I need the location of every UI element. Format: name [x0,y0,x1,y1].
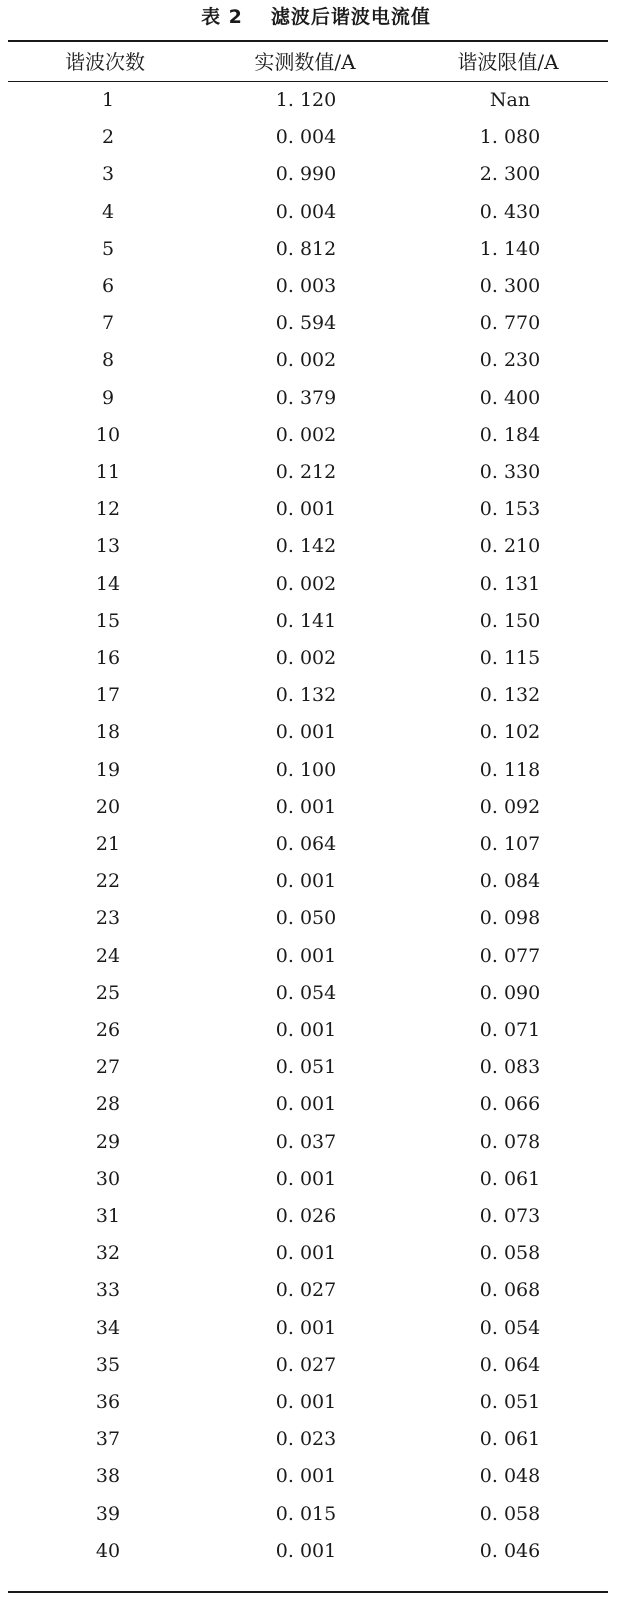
cell-measured-value: 0. 001 [275,498,337,521]
table-row [8,1235,608,1272]
cell-harmonic-limit: 0. 430 [479,200,541,223]
table-row [8,1347,608,1384]
table-row [8,82,608,119]
table-row [8,342,608,379]
cell-harmonic-order: 11 [95,461,121,483]
table-row [8,194,608,231]
cell-measured-value: 0. 001 [275,1316,337,1339]
cell-harmonic-order: 33 [95,1279,121,1302]
cell-measured-value: 0. 015 [275,1502,337,1525]
cell-measured-value: 0. 001 [275,944,337,967]
cell-harmonic-limit: 0. 115 [479,647,541,669]
cell-measured-value: 0. 002 [275,572,337,595]
table-row [8,1049,608,1086]
cell-harmonic-order: 32 [95,1242,121,1265]
cell-harmonic-limit: 0. 210 [479,535,541,558]
cell-harmonic-limit: 0. 770 [479,312,541,335]
cell-measured-value: 0. 050 [275,907,337,930]
table-body [8,82,608,1591]
table-top-rule [8,40,608,42]
cell-harmonic-limit: 0. 078 [479,1130,541,1153]
cell-measured-value: 0. 812 [275,237,337,260]
cell-measured-value: 0. 142 [275,535,337,558]
cell-harmonic-order: 24 [95,944,121,967]
cell-harmonic-order: 21 [95,833,121,855]
cell-harmonic-order: 9 [101,386,115,409]
cell-measured-value: 0. 064 [275,833,337,855]
table-row [8,826,608,863]
cell-harmonic-limit: 0. 132 [479,684,541,707]
cell-harmonic-limit: 0. 300 [479,275,541,297]
cell-harmonic-order: 3 [101,163,115,186]
cell-harmonic-order: 2 [101,126,115,149]
cell-harmonic-limit: 0. 068 [479,1279,541,1302]
table-row [8,640,608,677]
table-row [8,156,608,193]
cell-measured-value: 0. 001 [275,1391,337,1413]
cell-harmonic-order: 18 [95,721,121,744]
cell-harmonic-limit: 0. 150 [479,609,541,632]
cell-harmonic-limit: 0. 054 [479,1316,541,1339]
cell-measured-value: 0. 002 [275,423,337,446]
table-row [8,417,608,454]
table-row [8,1012,608,1049]
cell-harmonic-order: 19 [95,758,121,781]
cell-measured-value: 0. 001 [275,870,337,893]
cell-harmonic-limit: 0. 118 [479,758,541,781]
cell-measured-value: 0. 002 [275,647,337,669]
cell-harmonic-order: 1 [101,89,115,111]
cell-measured-value: 1. 120 [275,89,337,111]
table-row [8,231,608,268]
cell-harmonic-limit: 0. 102 [479,721,541,744]
cell-harmonic-order: 28 [95,1093,121,1116]
cell-harmonic-order: 38 [95,1465,121,1488]
cell-measured-value: 0. 004 [275,200,337,223]
cell-measured-value: 0. 212 [275,461,337,483]
cell-harmonic-limit: 0. 058 [479,1242,541,1265]
cell-measured-value: 0. 001 [275,795,337,818]
cell-harmonic-limit: 0. 064 [479,1353,541,1376]
cell-measured-value: 0. 004 [275,126,337,149]
table-row [8,1458,608,1495]
cell-measured-value: 0. 001 [275,1465,337,1488]
table-row [8,1421,608,1458]
table-row [8,1310,608,1347]
cell-harmonic-order: 14 [95,572,121,595]
cell-harmonic-limit: Nan [489,89,531,111]
table-row [8,677,608,714]
cell-harmonic-limit: 0. 090 [479,981,541,1004]
cell-harmonic-order: 37 [95,1428,121,1451]
table-row [8,119,608,156]
cell-harmonic-order: 23 [95,907,121,930]
table-row [8,491,608,528]
cell-harmonic-order: 36 [95,1391,121,1413]
table-row [8,1384,608,1421]
cell-harmonic-limit: 0. 184 [479,423,541,446]
table-row [8,1086,608,1123]
cell-measured-value: 0. 990 [275,163,337,186]
column-header-harmonic-limit: 谐波限值/A [457,50,559,74]
cell-harmonic-limit: 1. 080 [479,126,541,149]
cell-harmonic-limit: 0. 073 [479,1205,541,1227]
cell-harmonic-order: 34 [95,1316,121,1339]
cell-harmonic-order: 4 [101,200,115,223]
table-row [8,863,608,900]
cell-harmonic-limit: 0. 071 [479,1019,541,1041]
cell-harmonic-limit: 0. 046 [479,1539,541,1562]
cell-harmonic-order: 8 [101,349,115,372]
cell-harmonic-order: 6 [101,275,115,297]
cell-harmonic-order: 13 [95,535,121,558]
cell-measured-value: 0. 379 [275,386,337,409]
table-row [8,1161,608,1198]
cell-measured-value: 0. 594 [275,312,337,335]
table-caption [0,4,632,30]
table-row [8,1124,608,1161]
cell-harmonic-order: 17 [95,684,121,707]
cell-harmonic-limit: 0. 077 [479,944,541,967]
table-row [8,1198,608,1235]
cell-harmonic-order: 15 [95,609,121,632]
cell-harmonic-order: 12 [95,498,121,521]
cell-harmonic-order: 10 [95,423,121,446]
cell-harmonic-order: 35 [95,1353,121,1376]
cell-harmonic-limit: 0. 048 [479,1465,541,1488]
cell-measured-value: 0. 001 [275,721,337,744]
cell-harmonic-order: 7 [101,312,115,335]
table-number: 表 2 [201,6,243,28]
cell-harmonic-limit: 0. 131 [479,572,541,595]
table-row [8,975,608,1012]
cell-harmonic-order: 22 [95,870,121,893]
cell-measured-value: 0. 027 [275,1279,337,1302]
cell-harmonic-limit: 0. 107 [479,833,541,855]
cell-harmonic-order: 29 [95,1130,121,1153]
cell-harmonic-order: 5 [101,237,115,260]
cell-measured-value: 0. 002 [275,349,337,372]
table-row [8,938,608,975]
cell-harmonic-order: 31 [95,1205,121,1227]
cell-harmonic-order: 20 [95,795,121,818]
cell-harmonic-order: 27 [95,1056,121,1079]
cell-measured-value: 0. 001 [275,1019,337,1041]
table-row [8,1533,608,1570]
table-row [8,900,608,937]
cell-measured-value: 0. 003 [275,275,337,297]
cell-harmonic-order: 26 [95,1019,121,1041]
cell-measured-value: 0. 051 [275,1056,337,1079]
cell-measured-value: 0. 001 [275,1167,337,1190]
cell-measured-value: 0. 023 [275,1428,337,1451]
cell-measured-value: 0. 141 [275,609,337,632]
table-row [8,268,608,305]
cell-harmonic-order: 30 [95,1167,121,1190]
cell-harmonic-limit: 0. 083 [479,1056,541,1079]
table-bottom-rule [8,1591,608,1593]
table-row [8,454,608,491]
table-row [8,528,608,565]
column-header-harmonic-order: 谐波次数 [65,50,145,74]
cell-harmonic-limit: 0. 098 [479,907,541,930]
cell-harmonic-limit: 0. 330 [479,461,541,483]
cell-harmonic-limit: 0. 061 [479,1428,541,1451]
cell-measured-value: 0. 132 [275,684,337,707]
table-row [8,1496,608,1533]
cell-harmonic-order: 16 [95,647,121,669]
cell-harmonic-limit: 0. 230 [479,349,541,372]
cell-harmonic-limit: 0. 092 [479,795,541,818]
cell-harmonic-limit: 0. 061 [479,1167,541,1190]
cell-measured-value: 0. 037 [275,1130,337,1153]
cell-measured-value: 0. 054 [275,981,337,1004]
table-row [8,714,608,751]
cell-measured-value: 0. 001 [275,1242,337,1265]
cell-harmonic-order: 39 [95,1502,121,1525]
table-row [8,1272,608,1309]
table-row [8,603,608,640]
table-row [8,752,608,789]
table-row [8,566,608,603]
cell-harmonic-limit: 0. 051 [479,1391,541,1413]
table-row [8,380,608,417]
column-header-measured-value: 实测数值/A [254,50,356,74]
table-row [8,305,608,342]
table-header [8,44,608,80]
cell-harmonic-order: 25 [95,981,121,1004]
cell-measured-value: 0. 001 [275,1539,337,1562]
cell-harmonic-order: 40 [95,1539,121,1562]
cell-measured-value: 0. 026 [275,1205,337,1227]
cell-measured-value: 0. 100 [275,758,337,781]
cell-harmonic-limit: 0. 153 [479,498,541,521]
table-title: 滤波后谐波电流值 [270,6,431,28]
cell-measured-value: 0. 001 [275,1093,337,1116]
cell-harmonic-limit: 2. 300 [479,163,541,186]
cell-harmonic-limit: 1. 140 [479,237,541,260]
cell-harmonic-limit: 0. 084 [479,870,541,893]
cell-measured-value: 0. 027 [275,1353,337,1376]
cell-harmonic-limit: 0. 058 [479,1502,541,1525]
cell-harmonic-limit: 0. 066 [479,1093,541,1116]
table-row [8,789,608,826]
cell-harmonic-limit: 0. 400 [479,386,541,409]
